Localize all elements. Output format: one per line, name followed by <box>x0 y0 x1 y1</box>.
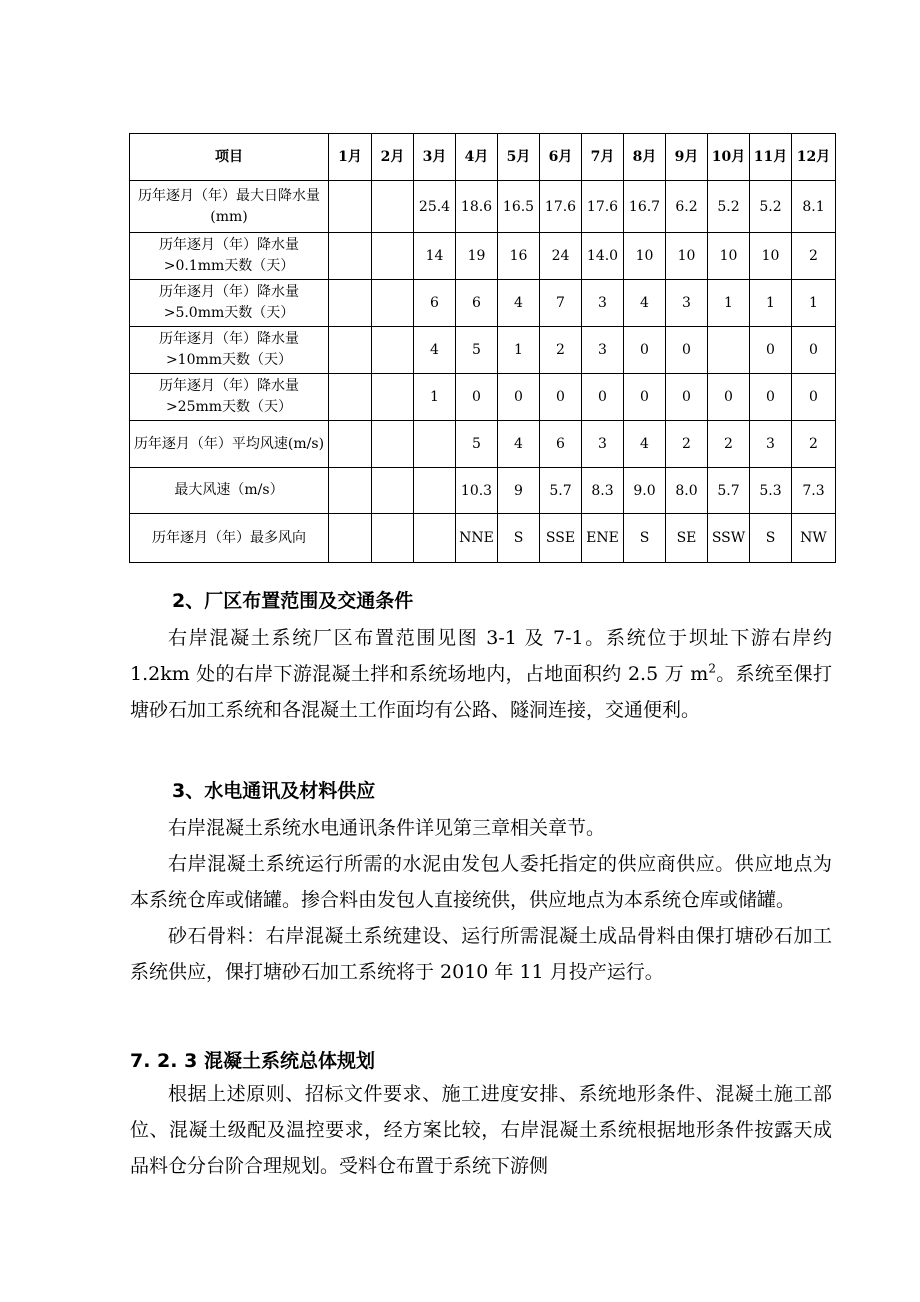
table-cell <box>329 374 372 421</box>
climate-table <box>129 133 836 563</box>
table-cell: 6 <box>414 280 456 327</box>
table-cell: 6 <box>540 421 582 468</box>
table-cell: 3 <box>582 327 624 374</box>
header-cell-month: 11月 <box>750 134 792 181</box>
table-row <box>130 181 836 233</box>
table-cell: NNE <box>456 514 498 563</box>
header-cell-month: 8月 <box>624 134 666 181</box>
table-cell: 0 <box>666 374 708 421</box>
table-cell <box>329 233 372 280</box>
table-row <box>130 514 836 563</box>
table-cell: 4 <box>498 421 540 468</box>
table-cell: 7.3 <box>792 468 836 514</box>
table-cell: 0 <box>750 327 792 374</box>
table-cell <box>372 421 414 468</box>
header-cell-month: 3月 <box>414 134 456 181</box>
table-cell: 7 <box>540 280 582 327</box>
table-cell: 8.3 <box>582 468 624 514</box>
table-cell: S <box>624 514 666 563</box>
table-cell: 1 <box>498 327 540 374</box>
table-cell: 9.0 <box>624 468 666 514</box>
table-cell <box>372 374 414 421</box>
section-2-text-b: 。系统至倮打塘砂石加工系统和各混凝土工作面均有公路、隧洞连接，交通便利。 <box>130 663 832 721</box>
table-cell: 9 <box>498 468 540 514</box>
table-cell: 0 <box>750 374 792 421</box>
table-cell: 0 <box>624 374 666 421</box>
row-label: 历年逐月（年）平均风速(m/s) <box>130 421 329 468</box>
table-cell: 16.5 <box>498 181 540 233</box>
table-cell: ENE <box>582 514 624 563</box>
table-cell: 2 <box>792 233 836 280</box>
row-label: 历年逐月（年）降水量>10mm天数（天） <box>130 327 329 374</box>
table-cell <box>708 327 750 374</box>
table-cell: 5 <box>456 421 498 468</box>
section-2-text-a: 右岸混凝土系统厂区布置范围见图 3-1 及 7-1。系统位于坝址下游右岸约 1.2km 处的右岸下游混凝土拌和系统场地内，占地面积约 2.5 万 m <box>130 627 832 685</box>
table-cell: S <box>498 514 540 563</box>
table-row <box>130 374 836 421</box>
table-cell: SSE <box>540 514 582 563</box>
table-cell: SSW <box>708 514 750 563</box>
table-cell: 1 <box>792 280 836 327</box>
header-cell-item: 项目 <box>130 134 329 181</box>
table-cell: 1 <box>414 374 456 421</box>
row-label: 历年逐月（年）降水量>5.0mm天数（天） <box>130 280 329 327</box>
table-header-row <box>130 134 836 181</box>
superscript: 2 <box>708 661 716 676</box>
header-cell-month: 2月 <box>372 134 414 181</box>
table-cell: 0 <box>666 327 708 374</box>
table-cell: 6.2 <box>666 181 708 233</box>
section-2-paragraph <box>130 620 832 728</box>
section-723-heading: 7. 2. 3 混凝土系统总体规划 <box>130 1050 375 1072</box>
table-cell: 6 <box>456 280 498 327</box>
row-label: 历年逐月（年）降水量>0.1mm天数（天） <box>130 233 329 280</box>
table-cell: 19 <box>456 233 498 280</box>
table-cell: 16.7 <box>624 181 666 233</box>
row-label: 历年逐月（年）降水量>25mm天数（天） <box>130 374 329 421</box>
table-cell: 0 <box>582 374 624 421</box>
table-cell: 14.0 <box>582 233 624 280</box>
table-cell <box>329 514 372 563</box>
table-cell: 4 <box>414 327 456 374</box>
table-cell: 0 <box>456 374 498 421</box>
table-cell <box>329 280 372 327</box>
table-cell <box>329 327 372 374</box>
table-cell: 17.6 <box>582 181 624 233</box>
table-row <box>130 468 836 514</box>
table-row <box>130 327 836 374</box>
table-cell: 10 <box>666 233 708 280</box>
table-cell: 25.4 <box>414 181 456 233</box>
table-cell: 17.6 <box>540 181 582 233</box>
table-cell: 5.7 <box>708 468 750 514</box>
table-cell: 2 <box>540 327 582 374</box>
table-cell <box>414 421 456 468</box>
section-3-paragraph: 右岸混凝土系统水电通讯条件详见第三章相关章节。 <box>168 817 606 839</box>
table-cell: 10 <box>750 233 792 280</box>
table-cell: 0 <box>498 374 540 421</box>
table-cell: 1 <box>750 280 792 327</box>
table-cell: 0 <box>792 327 836 374</box>
section-723-body <box>130 1076 832 1184</box>
table-cell: 5.2 <box>708 181 750 233</box>
table-cell: 18.6 <box>456 181 498 233</box>
table-cell: 3 <box>750 421 792 468</box>
table-cell: 0 <box>708 374 750 421</box>
table-cell: 4 <box>624 421 666 468</box>
table-cell <box>372 514 414 563</box>
table-cell: 1 <box>708 280 750 327</box>
table-cell <box>372 233 414 280</box>
header-cell-month: 9月 <box>666 134 708 181</box>
table-cell: 4 <box>498 280 540 327</box>
header-cell-month: 10月 <box>708 134 750 181</box>
table-cell: 10.3 <box>456 468 498 514</box>
table-cell <box>372 468 414 514</box>
table-cell <box>329 468 372 514</box>
table-cell: 16 <box>498 233 540 280</box>
table-cell: 0 <box>792 374 836 421</box>
table-cell <box>329 421 372 468</box>
row-label: 历年逐月（年）最大日降水量(mm) <box>130 181 329 233</box>
table-cell <box>329 181 372 233</box>
header-cell-month: 5月 <box>498 134 540 181</box>
table-cell <box>414 468 456 514</box>
table-cell <box>414 514 456 563</box>
table-cell: 5 <box>456 327 498 374</box>
table-cell: 2 <box>708 421 750 468</box>
table-cell: 5.7 <box>540 468 582 514</box>
table-row <box>130 421 836 468</box>
header-cell-month: 1月 <box>329 134 372 181</box>
section-2-heading: 2、厂区布置范围及交通条件 <box>172 590 414 612</box>
table-cell: 3 <box>666 280 708 327</box>
header-cell-month: 6月 <box>540 134 582 181</box>
table-cell: 5.2 <box>750 181 792 233</box>
header-cell-month: 4月 <box>456 134 498 181</box>
row-label: 最大风速（m/s） <box>130 468 329 514</box>
section-723-paragraph: 根据上述原则、招标文件要求、施工进度安排、系统地形条件、混凝土施工部位、混凝土级配及温控要求，经方案比较，右岸混凝土系统根据地形条件按露天成品料仓分台阶合理规划。受料仓布置于系统下游侧 <box>130 1083 832 1177</box>
section-3-body <box>130 810 832 990</box>
table-row <box>130 233 836 280</box>
table-cell <box>372 181 414 233</box>
section-3-paragraph: 砂石骨料：右岸混凝土系统建设、运行所需混凝土成品骨料由倮打塘砂石加工系统供应，倮打塘砂石加工系统将于 2010 年 11 月投产运行。 <box>130 925 832 983</box>
table-cell: S <box>750 514 792 563</box>
table-cell <box>372 280 414 327</box>
section-3-heading: 3、水电通讯及材料供应 <box>172 780 376 802</box>
table-cell: SE <box>666 514 708 563</box>
table-cell: NW <box>792 514 836 563</box>
table-cell: 0 <box>624 327 666 374</box>
table-cell: 10 <box>708 233 750 280</box>
row-label: 历年逐月（年）最多风向 <box>130 514 329 563</box>
table-cell: 2 <box>792 421 836 468</box>
table-cell: 0 <box>540 374 582 421</box>
section-3-paragraph: 右岸混凝土系统运行所需的水泥由发包人委托指定的供应商供应。供应地点为本系统仓库或储罐。掺合料由发包人直接统供，供应地点为本系统仓库或储罐。 <box>130 853 832 911</box>
table-row <box>130 280 836 327</box>
table-cell: 5.3 <box>750 468 792 514</box>
table-cell: 8.0 <box>666 468 708 514</box>
table-cell: 24 <box>540 233 582 280</box>
table-cell: 8.1 <box>792 181 836 233</box>
table-cell: 14 <box>414 233 456 280</box>
table-cell: 3 <box>582 280 624 327</box>
table-cell: 3 <box>582 421 624 468</box>
header-cell-month: 7月 <box>582 134 624 181</box>
table-cell: 10 <box>624 233 666 280</box>
table-cell <box>372 327 414 374</box>
header-cell-month: 12月 <box>792 134 836 181</box>
table-cell: 4 <box>624 280 666 327</box>
table-cell: 2 <box>666 421 708 468</box>
